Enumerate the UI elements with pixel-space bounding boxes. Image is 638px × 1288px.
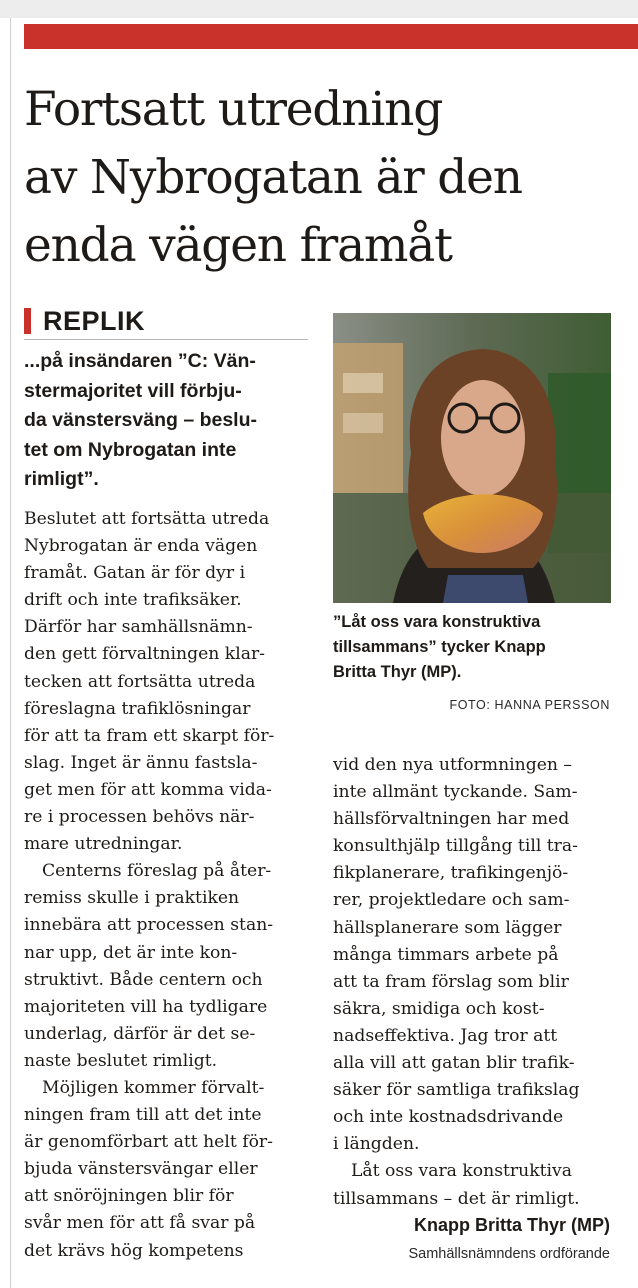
body-line: den gett förvaltningen klar-	[24, 644, 265, 665]
lead-line: da vänstersväng – beslu-	[24, 409, 258, 431]
body-line: Beslutet att fortsätta utreda	[24, 509, 270, 529]
body-line: svår men för att få svar på	[24, 1213, 256, 1234]
lead-line: ...på insändaren ”C: Vän-	[24, 350, 256, 372]
body-line: Nybrogatan är enda vägen	[24, 536, 258, 557]
body-line: säker för samtliga trafikslag	[333, 1080, 580, 1101]
page-gutter-line	[10, 18, 11, 1288]
body-line: majoriteten vill ha tydligare	[24, 996, 268, 1017]
body-line: alla vill att gatan blir trafik-	[333, 1053, 575, 1074]
caption-line: Britta Thyr (MP).	[333, 663, 462, 681]
body-line: det krävs hög kompetens	[24, 1240, 244, 1261]
body-line: nadseffektiva. Jag tror att	[333, 1025, 558, 1046]
body-line: många timmars arbete på	[333, 944, 559, 965]
body-line: Möjligen kommer förvalt-	[42, 1077, 265, 1098]
body-line: tecken att fortsätta utreda	[24, 671, 256, 692]
body-line: att snöröjningen blir för	[24, 1186, 234, 1207]
body-line: föreslagna trafiklösningar	[24, 698, 251, 719]
body-line: get men för att komma vida-	[24, 779, 272, 800]
body-line: är genomförbart att helt för-	[24, 1132, 273, 1153]
body-line: Låt oss vara konstruktiva	[351, 1161, 572, 1182]
body-line: struktivt. Både centern och	[24, 969, 263, 990]
headline	[24, 76, 630, 280]
body-line: nar upp, det är inte kon-	[24, 942, 238, 963]
body-line: inte allmänt tyckande. Sam-	[333, 782, 578, 803]
lead-paragraph	[24, 347, 306, 495]
body-line: slag. Inget är ännu fastsla-	[24, 752, 258, 773]
author-role: Samhällsnämndens ordförande	[408, 1246, 610, 1262]
caption-line: tillsammans” tycker Knapp	[333, 638, 546, 656]
body-line: rer, projektledare och sam-	[333, 890, 570, 911]
body-line: bjuda vänstersvängar eller	[24, 1159, 258, 1180]
body-line: vid den nya utformningen –	[333, 755, 573, 775]
section-label	[24, 305, 145, 337]
photo-credit: FOTO: HANNA PERSSON	[449, 698, 610, 712]
body-line: tillsammans – det är rimligt.	[333, 1188, 580, 1209]
body-line: re i processen behövs när-	[24, 807, 255, 828]
body-line: fikplanerare, trafikingenjö-	[333, 863, 569, 884]
body-line: Centerns föreslag på åter-	[42, 861, 272, 882]
headline-line: av Nybrogatan är den	[24, 150, 522, 205]
body-line: hällsförvaltningen har med	[333, 809, 570, 830]
body-line: underlag, därför är det se-	[24, 1023, 256, 1044]
body-line: remiss skulle i praktiken	[24, 888, 240, 909]
body-line: och inte kostnadsdrivande	[333, 1107, 564, 1128]
headline-line: enda vägen framåt	[24, 218, 452, 273]
section-label-text: REPLIK	[43, 305, 146, 336]
lead-line: rimligt”.	[24, 468, 99, 490]
body-line: Därför har samhällsnämn-	[24, 617, 253, 638]
headline-line: Fortsatt utredning	[24, 82, 443, 137]
portrait-illustration	[333, 313, 611, 603]
body-line: konsulthjälp tillgång till tra-	[333, 836, 578, 857]
portrait-photo	[333, 313, 611, 603]
body-line: ningen fram till att det inte	[24, 1105, 262, 1126]
author-signature: Knapp Britta Thyr (MP)	[414, 1215, 610, 1235]
body-column-1	[24, 506, 308, 1265]
body-line: mare utredningar.	[24, 834, 183, 855]
body-column-2	[333, 752, 613, 1213]
body-line: i längden.	[333, 1134, 420, 1155]
body-line: hällsplanerare som lägger	[333, 917, 562, 938]
body-line: framåt. Gatan är för dyr i	[24, 563, 246, 584]
lead-line: tet om Nybrogatan inte	[24, 438, 237, 461]
section-color-bar	[24, 24, 638, 49]
photo-caption	[333, 610, 613, 685]
body-line: för att ta fram ett skarpt för-	[24, 725, 275, 746]
body-line: drift och inte trafiksäker.	[24, 590, 242, 611]
body-line: innebära att processen stan-	[24, 915, 274, 936]
body-line: naste beslutet rimligt.	[24, 1050, 218, 1071]
body-line: att ta fram förslag som blir	[333, 971, 569, 992]
section-marker	[24, 308, 31, 334]
top-strip	[0, 0, 638, 18]
divider	[24, 339, 308, 340]
lead-line: stermajoritet vill förbju-	[24, 379, 242, 402]
caption-line: ”Låt oss vara konstruktiva	[333, 613, 541, 631]
body-line: säkra, smidiga och kost-	[333, 998, 545, 1019]
